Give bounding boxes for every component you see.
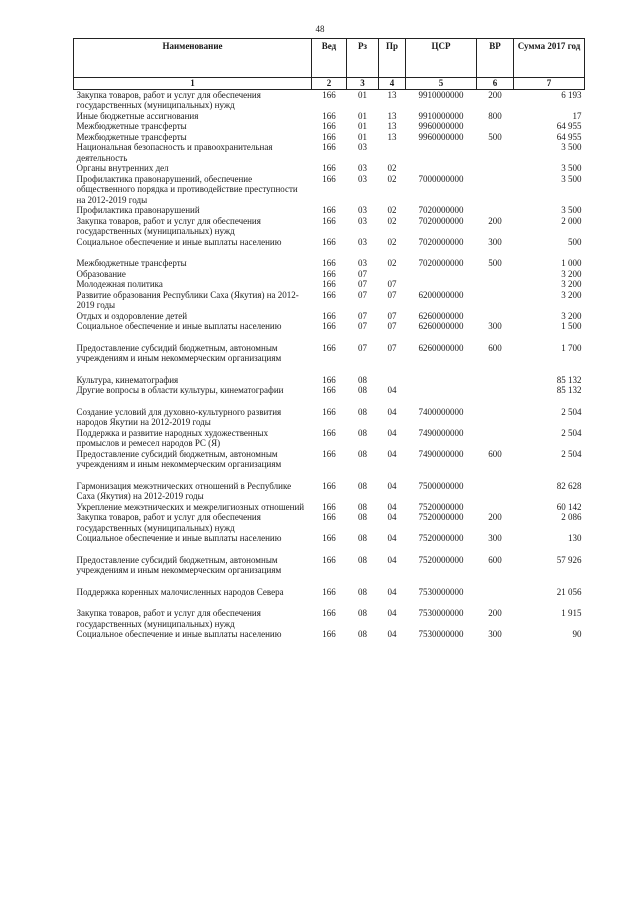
cell-vr xyxy=(477,481,514,502)
cell-name: Молодежная политика xyxy=(76,279,163,289)
spacer-cell xyxy=(74,576,585,587)
cell-pr: 04 xyxy=(387,608,397,618)
table-body xyxy=(74,89,585,640)
cell-csr: 7020000000 xyxy=(418,236,464,247)
cell-vr: 600 xyxy=(488,342,502,353)
row-spacer xyxy=(74,396,585,407)
cell-pr: 13 xyxy=(387,110,397,121)
table-row xyxy=(74,142,585,163)
header-pr: Пр xyxy=(379,39,406,78)
cell-vr xyxy=(477,587,514,598)
cell-rz: 08 xyxy=(358,427,367,438)
column-number: 6 xyxy=(477,78,514,90)
cell-ved: 166 xyxy=(322,215,336,226)
cell-name: Предоставление субсидий бюджетным, автономным учреждениям и иным некоммерческим организациям xyxy=(76,554,282,575)
cell-pr: 07 xyxy=(387,321,397,331)
cell-pr: 02 xyxy=(387,258,397,268)
cell-rz: 03 xyxy=(358,205,367,215)
cell-vr: 300 xyxy=(488,533,502,543)
cell-pr xyxy=(379,142,406,163)
table-row xyxy=(74,311,585,322)
cell-ved: 166 xyxy=(322,142,336,152)
table-row xyxy=(74,629,585,640)
cell-rz: 07 xyxy=(358,279,367,289)
cell-name: Профилактика правонарушений xyxy=(76,205,200,215)
cell-csr: 7490000000 xyxy=(418,448,464,459)
cell-vr xyxy=(477,290,514,311)
table-row xyxy=(74,555,585,576)
cell-ved: 166 xyxy=(322,321,336,331)
table-row xyxy=(74,407,585,428)
cell-ved: 166 xyxy=(322,131,336,142)
cell-name: Межбюджетные трансферты xyxy=(76,131,187,142)
cell-ved: 166 xyxy=(322,512,336,522)
spacer-cell xyxy=(74,332,585,343)
cell-csr: 6260000000 xyxy=(418,310,464,321)
cell-pr: 04 xyxy=(387,629,397,639)
cell-name: Поддержка коренных малочисленных народов Севера xyxy=(76,586,284,597)
column-number-row xyxy=(74,78,585,90)
cell-rz: 08 xyxy=(358,629,367,639)
cell-csr: 9910000000 xyxy=(418,110,464,121)
cell-name: Развитие образования Республики Саха (Якутия) на 2012-2019 годы xyxy=(76,289,299,310)
cell-vr xyxy=(477,407,514,428)
cell-pr xyxy=(379,375,406,386)
cell-sum: 3 200 xyxy=(561,279,582,289)
cell-ved: 166 xyxy=(322,258,336,268)
cell-pr: 04 xyxy=(387,533,397,543)
page-number: 48 xyxy=(315,24,325,34)
table-row xyxy=(74,587,585,598)
cell-pr: 04 xyxy=(387,480,397,491)
cell-vr: 600 xyxy=(488,554,502,565)
table-row xyxy=(74,163,585,174)
cell-rz: 03 xyxy=(358,142,367,152)
cell-pr: 04 xyxy=(387,448,397,459)
table-row xyxy=(74,428,585,449)
cell-vr: 200 xyxy=(488,215,502,226)
cell-vr xyxy=(477,311,514,322)
cell-name: Межбюджетные трансферты xyxy=(76,121,187,131)
cell-csr xyxy=(406,269,477,280)
spacer-cell xyxy=(74,470,585,481)
cell-rz: 01 xyxy=(358,89,367,100)
cell-name: Укрепление межэтнических и межрелигиозных отношений xyxy=(76,501,305,512)
cell-vr xyxy=(477,385,514,396)
cell-rz: 08 xyxy=(358,385,367,395)
cell-vr xyxy=(477,142,514,163)
cell-pr: 02 xyxy=(387,163,397,173)
cell-rz: 07 xyxy=(358,310,367,321)
table-row xyxy=(74,269,585,280)
cell-sum: 3 500 xyxy=(561,142,582,152)
cell-name: Социальное обеспечение и иные выплаты населению xyxy=(76,629,282,639)
cell-pr: 02 xyxy=(387,215,397,226)
cell-ved: 166 xyxy=(322,448,336,459)
column-number: 1 xyxy=(74,78,312,90)
cell-rz: 03 xyxy=(358,258,367,268)
cell-vr: 200 xyxy=(488,608,502,618)
cell-pr: 02 xyxy=(387,205,397,215)
cell-csr xyxy=(406,163,477,174)
cell-vr: 200 xyxy=(488,512,502,522)
cell-name: Иные бюджетные ассигнования xyxy=(76,110,199,121)
cell-csr: 7500000000 xyxy=(418,480,464,491)
cell-ved: 166 xyxy=(322,268,336,279)
table-row xyxy=(74,89,585,111)
cell-vr xyxy=(477,174,514,206)
cell-rz: 08 xyxy=(358,512,367,522)
table-row xyxy=(74,608,585,629)
cell-sum: 2 086 xyxy=(561,512,582,522)
cell-ved: 166 xyxy=(322,279,336,289)
cell-ved: 166 xyxy=(322,173,336,184)
spacer-cell xyxy=(74,396,585,407)
cell-sum: 57 926 xyxy=(556,554,582,565)
cell-sum: 90 xyxy=(572,629,582,639)
cell-rz: 08 xyxy=(358,554,367,565)
cell-name: Социальное обеспечение и иные выплаты населению xyxy=(76,533,282,543)
cell-ved: 166 xyxy=(322,480,336,491)
cell-csr: 6260000000 xyxy=(418,342,464,353)
row-spacer xyxy=(74,332,585,343)
cell-sum: 2 504 xyxy=(561,427,582,438)
cell-vr: 600 xyxy=(488,448,502,459)
cell-sum: 2 504 xyxy=(561,448,582,459)
cell-sum: 2 504 xyxy=(561,406,582,417)
cell-rz: 01 xyxy=(358,110,367,121)
cell-rz: 08 xyxy=(358,448,367,459)
header-csr: ЦСР xyxy=(406,39,477,78)
cell-csr: 7520000000 xyxy=(418,512,464,522)
cell-sum: 3 500 xyxy=(561,173,582,184)
cell-pr: 04 xyxy=(387,586,397,597)
spacer-cell xyxy=(74,364,585,375)
cell-sum: 6 193 xyxy=(561,89,582,100)
cell-pr: 04 xyxy=(387,427,397,438)
cell-sum: 1 915 xyxy=(561,608,582,618)
cell-vr xyxy=(477,502,514,513)
cell-name: Предоставление субсидий бюджетным, автономным учреждениям и иным некоммерческим организациям xyxy=(76,342,282,363)
table-row xyxy=(74,385,585,396)
cell-pr: 04 xyxy=(387,501,397,512)
cell-vr: 300 xyxy=(488,321,502,331)
cell-name: Социальное обеспечение и иные выплаты населению xyxy=(76,321,282,331)
cell-name: Поддержка и развитие народных художественных промыслов и ремесел народов РС (Я) xyxy=(76,427,269,448)
cell-sum: 1 500 xyxy=(561,321,582,331)
cell-sum: 3 200 xyxy=(561,310,582,321)
cell-ved: 166 xyxy=(322,205,336,215)
cell-name: Национальная безопасность и правоохранительная деятельность xyxy=(76,142,273,163)
cell-csr: 7020000000 xyxy=(418,215,464,226)
table-row xyxy=(74,132,585,143)
cell-sum: 1 000 xyxy=(561,258,582,268)
table-row xyxy=(74,205,585,216)
cell-name: Создание условий для духовно-культурного развития народов Якутии на 2012-2019 годы xyxy=(76,406,282,427)
cell-csr xyxy=(406,375,477,386)
cell-csr: 7520000000 xyxy=(418,554,464,565)
cell-csr: 9960000000 xyxy=(418,131,464,142)
column-number: 2 xyxy=(312,78,347,90)
cell-ved: 166 xyxy=(322,533,336,543)
cell-name: Закупка товаров, работ и услуг для обеспечения государственных (муниципальных) нужд xyxy=(76,512,261,533)
cell-sum: 3 200 xyxy=(561,289,582,300)
cell-name: Закупка товаров, работ и услуг для обеспечения государственных (муниципальных) нужд xyxy=(76,608,261,629)
row-spacer xyxy=(74,544,585,555)
budget-table xyxy=(73,38,585,640)
cell-pr: 07 xyxy=(387,310,397,321)
cell-rz: 07 xyxy=(358,268,367,279)
cell-sum: 17 xyxy=(572,110,582,121)
row-spacer xyxy=(74,470,585,481)
cell-ved: 166 xyxy=(322,586,336,597)
cell-csr: 7520000000 xyxy=(418,501,464,512)
cell-sum: 85 132 xyxy=(556,374,582,385)
cell-pr xyxy=(379,269,406,280)
cell-sum: 64 955 xyxy=(556,121,582,131)
header-rz: Рз xyxy=(347,39,379,78)
column-number: 7 xyxy=(514,78,585,90)
cell-ved: 166 xyxy=(322,110,336,121)
cell-rz: 03 xyxy=(358,215,367,226)
cell-ved: 166 xyxy=(322,121,336,131)
cell-pr: 13 xyxy=(387,121,397,131)
cell-pr: 02 xyxy=(387,236,397,247)
cell-name: Культура, кинематография xyxy=(76,374,179,385)
cell-name: Органы внутренних дел xyxy=(76,163,169,173)
cell-sum: 82 628 xyxy=(556,480,582,491)
cell-csr: 6200000000 xyxy=(418,289,464,300)
table-row xyxy=(74,512,585,533)
cell-name: Другие вопросы в области культуры, кинематографии xyxy=(76,385,284,395)
table-row xyxy=(74,375,585,386)
cell-name: Профилактика правонарушений, обеспечение общественного порядка и противодействие преступности на 2012-2019 годы xyxy=(76,173,298,205)
cell-csr: 7000000000 xyxy=(418,173,464,184)
cell-csr: 7530000000 xyxy=(418,586,464,597)
cell-csr: 6260000000 xyxy=(418,321,464,331)
cell-csr: 7400000000 xyxy=(418,406,464,417)
row-spacer xyxy=(74,597,585,608)
cell-rz: 08 xyxy=(358,533,367,543)
cell-rz: 07 xyxy=(358,321,367,331)
cell-rz: 08 xyxy=(358,374,367,385)
cell-ved: 166 xyxy=(322,406,336,417)
cell-csr: 9910000000 xyxy=(418,89,464,100)
cell-sum: 3 500 xyxy=(561,163,582,173)
table-row xyxy=(74,502,585,513)
cell-name: Предоставление субсидий бюджетным, автономным учреждениям и иным некоммерческим организациям xyxy=(76,448,282,469)
spacer-cell xyxy=(74,597,585,608)
spacer-cell xyxy=(74,544,585,555)
cell-pr: 13 xyxy=(387,89,397,100)
cell-ved: 166 xyxy=(322,374,336,385)
cell-sum: 64 955 xyxy=(556,131,582,142)
cell-csr xyxy=(406,385,477,396)
cell-csr xyxy=(406,142,477,163)
table-row xyxy=(74,121,585,132)
cell-vr xyxy=(477,375,514,386)
cell-rz: 03 xyxy=(358,236,367,247)
column-number: 3 xyxy=(347,78,379,90)
cell-rz: 08 xyxy=(358,480,367,491)
cell-csr xyxy=(406,279,477,290)
cell-sum: 85 132 xyxy=(556,385,582,395)
cell-csr: 9960000000 xyxy=(418,121,464,131)
cell-pr: 04 xyxy=(387,385,397,395)
table-row xyxy=(74,533,585,544)
cell-csr: 7020000000 xyxy=(418,258,464,268)
cell-vr: 300 xyxy=(488,236,502,247)
cell-ved: 166 xyxy=(322,163,336,173)
cell-sum: 3 200 xyxy=(561,268,582,279)
table-row xyxy=(74,321,585,332)
cell-name: Отдых и оздоровление детей xyxy=(76,310,188,321)
table-row xyxy=(74,449,585,470)
column-number: 4 xyxy=(379,78,406,90)
cell-vr: 500 xyxy=(488,258,502,268)
cell-vr xyxy=(477,163,514,174)
cell-sum: 500 xyxy=(568,236,582,247)
cell-vr: 200 xyxy=(488,89,502,100)
cell-ved: 166 xyxy=(322,289,336,300)
header-vr: ВР xyxy=(477,39,514,78)
cell-sum: 1 700 xyxy=(561,342,582,353)
cell-ved: 166 xyxy=(322,554,336,565)
table-row xyxy=(74,216,585,237)
row-spacer xyxy=(74,576,585,587)
cell-name: Закупка товаров, работ и услуг для обеспечения государственных (муниципальных) нужд xyxy=(76,215,261,236)
cell-ved: 166 xyxy=(322,310,336,321)
cell-vr xyxy=(477,205,514,216)
cell-vr xyxy=(477,269,514,280)
row-spacer xyxy=(74,364,585,375)
cell-vr: 500 xyxy=(488,131,502,142)
cell-pr: 02 xyxy=(387,173,397,184)
cell-vr: 300 xyxy=(488,629,502,639)
cell-ved: 166 xyxy=(322,629,336,639)
cell-pr: 04 xyxy=(387,406,397,417)
cell-vr xyxy=(477,428,514,449)
table-row xyxy=(74,111,585,122)
cell-pr: 04 xyxy=(387,554,397,565)
cell-rz: 01 xyxy=(358,131,367,142)
table-row xyxy=(74,258,585,269)
cell-ved: 166 xyxy=(322,385,336,395)
table-row xyxy=(74,174,585,206)
cell-name: Социальное обеспечение и иные выплаты населению xyxy=(76,236,282,247)
cell-pr: 04 xyxy=(387,512,397,522)
cell-rz: 03 xyxy=(358,163,367,173)
cell-pr: 07 xyxy=(387,342,397,353)
cell-sum: 21 056 xyxy=(556,586,582,597)
cell-vr xyxy=(477,279,514,290)
cell-rz: 03 xyxy=(358,173,367,184)
cell-vr: 800 xyxy=(488,110,502,121)
cell-csr: 7530000000 xyxy=(418,629,464,639)
header-name: Наименование xyxy=(74,39,312,78)
cell-ved: 166 xyxy=(322,236,336,247)
cell-name: Межбюджетные трансферты xyxy=(76,258,187,268)
cell-sum: 130 xyxy=(568,533,582,543)
cell-ved: 166 xyxy=(322,89,336,100)
table-row xyxy=(74,279,585,290)
cell-rz: 07 xyxy=(358,342,367,353)
header-ved: Вед xyxy=(312,39,347,78)
cell-ved: 166 xyxy=(322,501,336,512)
cell-csr: 7530000000 xyxy=(418,608,464,618)
cell-name: Гармонизация межэтнических отношений в Республике Саха (Якутия) на 2012-2019 годы xyxy=(76,480,292,501)
cell-name: Закупка товаров, работ и услуг для обеспечения государственных (муниципальных) нужд xyxy=(76,89,261,110)
cell-rz: 08 xyxy=(358,608,367,618)
cell-rz: 08 xyxy=(358,501,367,512)
cell-rz: 07 xyxy=(358,289,367,300)
table-row xyxy=(74,237,585,248)
cell-ved: 166 xyxy=(322,427,336,438)
cell-csr: 7020000000 xyxy=(418,205,464,215)
cell-rz: 01 xyxy=(358,121,367,131)
cell-pr: 07 xyxy=(387,289,397,300)
table-header-row xyxy=(74,39,585,78)
cell-csr: 7490000000 xyxy=(418,427,464,438)
cell-name: Образование xyxy=(76,268,126,279)
cell-sum: 3 500 xyxy=(561,205,582,215)
cell-sum: 60 142 xyxy=(556,501,582,512)
header-sum: Сумма 2017 год xyxy=(514,39,585,78)
cell-sum: 2 000 xyxy=(561,215,582,226)
column-number: 5 xyxy=(406,78,477,90)
cell-pr: 07 xyxy=(387,279,397,289)
table-row xyxy=(74,481,585,502)
table-row xyxy=(74,343,585,364)
cell-pr: 13 xyxy=(387,131,397,142)
row-spacer xyxy=(74,247,585,258)
table-row xyxy=(74,290,585,311)
cell-rz: 08 xyxy=(358,406,367,417)
cell-ved: 166 xyxy=(322,608,336,618)
cell-ved: 166 xyxy=(322,342,336,353)
cell-vr xyxy=(477,121,514,132)
spacer-cell xyxy=(74,247,585,258)
cell-csr: 7520000000 xyxy=(418,533,464,543)
cell-rz: 08 xyxy=(358,586,367,597)
